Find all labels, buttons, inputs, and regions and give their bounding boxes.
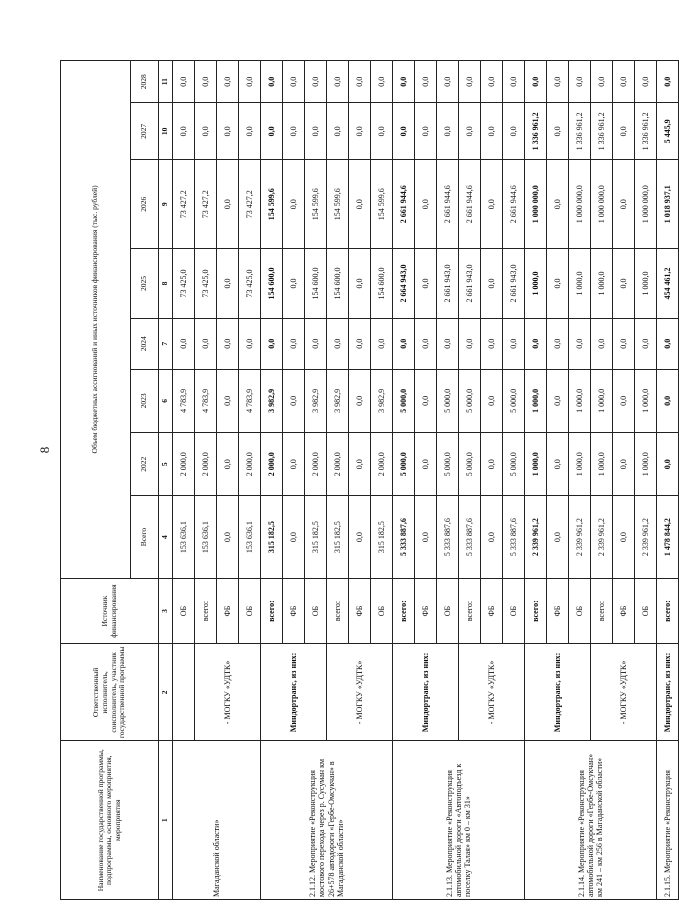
source-cell: ФБ — [481, 578, 503, 644]
amount-cell: 0,0 — [547, 318, 569, 369]
amount-cell: 2 339 961,2 — [591, 496, 613, 578]
amount-cell: 0,0 — [415, 369, 437, 432]
table-body — [173, 61, 679, 900]
source-cell: ФБ — [349, 578, 371, 644]
source-cell: ФБ — [283, 578, 305, 644]
amount-cell: 0,0 — [613, 496, 635, 578]
source-cell: всего: — [591, 578, 613, 644]
header-program-name: Наименование государственной программы, подпрограммы, основного мероприятия, мероприятия — [61, 741, 159, 900]
amount-cell: 5 333 887,6 — [459, 496, 481, 578]
header-column-number: 3 — [159, 578, 173, 644]
amount-cell: 2 339 961,2 — [525, 496, 547, 578]
source-cell: всего: — [195, 578, 217, 644]
amount-cell: 315 182,5 — [305, 496, 327, 578]
amount-cell: 5 000,0 — [459, 433, 481, 496]
amount-cell: 1 000,0 — [525, 369, 547, 432]
amount-cell: 0,0 — [217, 103, 239, 160]
amount-cell: 0,0 — [635, 318, 657, 369]
amount-cell: 73 427,2 — [239, 160, 261, 249]
amount-cell: 73 425,0 — [173, 249, 195, 319]
amount-cell: 5 000,0 — [503, 433, 525, 496]
amount-cell: 1 000 000,0 — [525, 160, 547, 249]
source-cell: ОБ — [371, 578, 393, 644]
header-column-number: 1 — [159, 741, 173, 900]
amount-cell: 154 600,0 — [371, 249, 393, 319]
amount-cell: 0,0 — [415, 496, 437, 578]
amount-cell: 1 336 961,2 — [525, 103, 547, 160]
responsible-cell: - МОГКУ «УДТК» — [459, 644, 525, 741]
amount-cell: 1 000,0 — [591, 249, 613, 319]
source-cell: всего: — [525, 578, 547, 644]
amount-cell: 0,0 — [525, 318, 547, 369]
amount-cell: 2 339 961,2 — [635, 496, 657, 578]
amount-cell: 1 000 000,0 — [591, 160, 613, 249]
amount-cell: 315 182,5 — [327, 496, 349, 578]
amount-cell: 2 661 943,0 — [503, 249, 525, 319]
amount-cell: 0,0 — [437, 318, 459, 369]
amount-cell: 0,0 — [437, 103, 459, 160]
amount-cell: 0,0 — [613, 249, 635, 319]
amount-cell: 0,0 — [217, 496, 239, 578]
header-year: 2026 — [131, 160, 159, 249]
amount-cell: 0,0 — [393, 61, 415, 103]
amount-cell: 0,0 — [481, 160, 503, 249]
amount-cell: 0,0 — [261, 61, 283, 103]
header-year: 2023 — [131, 369, 159, 432]
table-row — [261, 61, 283, 900]
table-row — [525, 61, 547, 900]
amount-cell: 2 661 944,6 — [459, 160, 481, 249]
amount-cell: 0,0 — [635, 61, 657, 103]
amount-cell: 0,0 — [261, 318, 283, 369]
amount-cell: 5 333 887,6 — [437, 496, 459, 578]
program-name-cell: 2.1.12. Мероприятие «Реконструкция мостового перехода через р. Сусуман км 26+578 автодороги «Гербе-Омсукчан» в Магаданской области» — [261, 741, 393, 900]
amount-cell: 0,0 — [261, 103, 283, 160]
amount-cell: 2 000,0 — [195, 433, 217, 496]
amount-cell: 5 000,0 — [437, 433, 459, 496]
amount-cell: 0,0 — [305, 103, 327, 160]
amount-cell: 0,0 — [371, 103, 393, 160]
table-row — [173, 61, 195, 900]
program-name-cell: 2.1.15. Мероприятие «Реконструкция — [657, 741, 679, 900]
responsible-cell: Миндортранс, из них: — [393, 644, 459, 741]
amount-cell: 0,0 — [657, 318, 679, 369]
program-name-cell: 2.1.13. Мероприятие «Реконструкция автомобильной дороги «Автоподъезд к поселку Талая» км 0 – км 31» — [393, 741, 525, 900]
amount-cell: 73 427,2 — [173, 160, 195, 249]
responsible-cell: - МОГКУ «УДТК» — [327, 644, 393, 741]
amount-cell: 0,0 — [393, 318, 415, 369]
amount-cell: 73 427,2 — [195, 160, 217, 249]
header-year: 2024 — [131, 318, 159, 369]
amount-cell: 5 000,0 — [459, 369, 481, 432]
rotated-table-container — [60, 60, 672, 900]
amount-cell: 153 636,1 — [173, 496, 195, 578]
amount-cell: 0,0 — [305, 61, 327, 103]
amount-cell: 5 333 887,6 — [503, 496, 525, 578]
header-year: 2022 — [131, 433, 159, 496]
amount-cell: 0,0 — [503, 318, 525, 369]
amount-cell: 0,0 — [327, 61, 349, 103]
amount-cell: 0,0 — [327, 103, 349, 160]
header-column-number: 11 — [159, 61, 173, 103]
amount-cell: 0,0 — [613, 61, 635, 103]
amount-cell: 4 783,9 — [173, 369, 195, 432]
amount-cell: 154 599,6 — [327, 160, 349, 249]
amount-cell: 2 661 943,0 — [437, 249, 459, 319]
amount-cell: 0,0 — [239, 103, 261, 160]
amount-cell: 1 000,0 — [525, 249, 547, 319]
amount-cell: 0,0 — [481, 369, 503, 432]
source-cell: ФБ — [547, 578, 569, 644]
amount-cell: 0,0 — [217, 249, 239, 319]
amount-cell: 0,0 — [217, 160, 239, 249]
amount-cell: 5 445,9 — [657, 103, 679, 160]
amount-cell: 0,0 — [283, 249, 305, 319]
program-name-cell: 2.1.14. Мероприятие «Реконструкция автомобильной дороги «Гербе-Омсукчан» км 241 – км 256 в Магаданской области» — [525, 741, 657, 900]
amount-cell: 2 664 943,0 — [393, 249, 415, 319]
amount-cell: 4 783,9 — [195, 369, 217, 432]
amount-cell: 0,0 — [371, 318, 393, 369]
amount-cell: 0,0 — [437, 61, 459, 103]
source-cell: всего: — [657, 578, 679, 644]
responsible-cell: Миндортранс, из них: — [261, 644, 327, 741]
amount-cell: 0,0 — [547, 103, 569, 160]
amount-cell: 0,0 — [591, 61, 613, 103]
amount-cell: 0,0 — [481, 433, 503, 496]
amount-cell: 1 000,0 — [635, 249, 657, 319]
header-column-number: 8 — [159, 249, 173, 319]
amount-cell: 0,0 — [173, 318, 195, 369]
header-column-number: 9 — [159, 160, 173, 249]
amount-cell: 3 982,9 — [261, 369, 283, 432]
amount-cell: 1 336 961,2 — [635, 103, 657, 160]
source-cell: всего: — [327, 578, 349, 644]
amount-cell: 5 000,0 — [503, 369, 525, 432]
amount-cell: 0,0 — [415, 433, 437, 496]
amount-cell: 2 000,0 — [371, 433, 393, 496]
amount-cell: 0,0 — [349, 369, 371, 432]
amount-cell: 154 599,6 — [305, 160, 327, 249]
amount-cell: 1 000,0 — [569, 369, 591, 432]
program-name-cell: Магаданской области» — [173, 741, 261, 900]
amount-cell: 0,0 — [613, 103, 635, 160]
amount-cell: 0,0 — [195, 61, 217, 103]
amount-cell: 0,0 — [349, 318, 371, 369]
source-cell: ОБ — [503, 578, 525, 644]
amount-cell: 154 600,0 — [261, 249, 283, 319]
amount-cell: 1 000,0 — [635, 433, 657, 496]
amount-cell: 0,0 — [415, 318, 437, 369]
header-year: 2028 — [131, 61, 159, 103]
amount-cell: 5 333 887,6 — [393, 496, 415, 578]
header-index-row — [159, 61, 173, 900]
amount-cell: 0,0 — [547, 369, 569, 432]
table-row — [393, 61, 415, 900]
amount-cell: 0,0 — [349, 61, 371, 103]
amount-cell: 2 000,0 — [239, 433, 261, 496]
amount-cell: 0,0 — [173, 103, 195, 160]
amount-cell: 0,0 — [613, 433, 635, 496]
responsible-cell: - МОГКУ «УДТК» — [591, 644, 657, 741]
amount-cell: 0,0 — [481, 61, 503, 103]
amount-cell: 0,0 — [481, 496, 503, 578]
responsible-cell: - МОГКУ «УДТК» — [195, 644, 261, 741]
amount-cell: 0,0 — [415, 103, 437, 160]
amount-cell: 0,0 — [239, 61, 261, 103]
header-column-number: 10 — [159, 103, 173, 160]
amount-cell: 1 000,0 — [525, 433, 547, 496]
amount-cell: 1 000,0 — [569, 249, 591, 319]
amount-cell: 0,0 — [327, 318, 349, 369]
amount-cell: 0,0 — [415, 249, 437, 319]
amount-cell: 0,0 — [547, 249, 569, 319]
source-cell: ФБ — [613, 578, 635, 644]
amount-cell: 1 018 937,1 — [657, 160, 679, 249]
amount-cell: 0,0 — [569, 318, 591, 369]
amount-cell: 0,0 — [569, 61, 591, 103]
header-source: Источник финансирования — [61, 578, 159, 644]
amount-cell: 0,0 — [283, 496, 305, 578]
amount-cell: 0,0 — [283, 433, 305, 496]
amount-cell: 0,0 — [283, 318, 305, 369]
amount-cell: 0,0 — [613, 160, 635, 249]
responsible-cell: Миндортранс, из них: — [657, 644, 679, 741]
amount-cell: 0,0 — [503, 103, 525, 160]
amount-cell: 0,0 — [371, 61, 393, 103]
amount-cell: 0,0 — [525, 61, 547, 103]
page-number: 8 — [37, 446, 52, 454]
header-year: Всего — [131, 496, 159, 578]
amount-cell: 1 000,0 — [635, 369, 657, 432]
amount-cell: 1 000 000,0 — [635, 160, 657, 249]
amount-cell: 0,0 — [349, 103, 371, 160]
source-cell: всего: — [261, 578, 283, 644]
amount-cell: 0,0 — [415, 160, 437, 249]
header-column-number: 4 — [159, 496, 173, 578]
amount-cell: 5 000,0 — [393, 369, 415, 432]
header-column-number: 2 — [159, 644, 173, 741]
header-responsible: Ответственный исполнитель, соисполнитель, участник государственной программы — [61, 644, 159, 741]
amount-cell: 315 182,5 — [261, 496, 283, 578]
amount-cell: 2 661 944,6 — [393, 160, 415, 249]
amount-cell: 1 336 961,2 — [569, 103, 591, 160]
amount-cell: 0,0 — [657, 369, 679, 432]
amount-cell: 0,0 — [349, 433, 371, 496]
amount-cell: 0,0 — [283, 61, 305, 103]
amount-cell: 0,0 — [591, 318, 613, 369]
amount-cell: 2 000,0 — [327, 433, 349, 496]
funding-table — [60, 60, 679, 900]
header-year: 2025 — [131, 249, 159, 319]
amount-cell: 1 000 000,0 — [569, 160, 591, 249]
source-cell: ОБ — [569, 578, 591, 644]
amount-cell: 0,0 — [547, 160, 569, 249]
amount-cell: 0,0 — [481, 318, 503, 369]
amount-cell: 2 661 943,0 — [459, 249, 481, 319]
amount-cell: 3 982,9 — [305, 369, 327, 432]
amount-cell: 0,0 — [217, 369, 239, 432]
amount-cell: 0,0 — [173, 61, 195, 103]
amount-cell: 73 425,0 — [239, 249, 261, 319]
amount-cell: 5 000,0 — [437, 369, 459, 432]
amount-cell: 154 599,6 — [371, 160, 393, 249]
source-cell: всего: — [393, 578, 415, 644]
source-cell: всего: — [459, 578, 481, 644]
amount-cell: 1 478 844,2 — [657, 496, 679, 578]
source-cell: ОБ — [437, 578, 459, 644]
amount-cell: 0,0 — [613, 318, 635, 369]
amount-cell: 0,0 — [657, 61, 679, 103]
amount-cell: 1 336 961,2 — [591, 103, 613, 160]
amount-cell: 0,0 — [283, 103, 305, 160]
source-cell: ФБ — [217, 578, 239, 644]
amount-cell: 2 661 944,6 — [503, 160, 525, 249]
amount-cell: 0,0 — [283, 160, 305, 249]
amount-cell: 0,0 — [503, 61, 525, 103]
amount-cell: 153 636,1 — [195, 496, 217, 578]
amount-cell: 0,0 — [217, 61, 239, 103]
amount-cell: 5 000,0 — [393, 433, 415, 496]
amount-cell: 3 982,9 — [327, 369, 349, 432]
amount-cell: 154 600,0 — [327, 249, 349, 319]
amount-cell: 2 000,0 — [173, 433, 195, 496]
source-cell: ФБ — [415, 578, 437, 644]
table-row — [657, 61, 679, 900]
amount-cell: 73 425,0 — [195, 249, 217, 319]
amount-cell: 2 339 961,2 — [569, 496, 591, 578]
source-cell: ОБ — [635, 578, 657, 644]
amount-cell: 0,0 — [459, 318, 481, 369]
amount-cell: 0,0 — [415, 61, 437, 103]
amount-cell: 154 600,0 — [305, 249, 327, 319]
source-cell: ОБ — [239, 578, 261, 644]
amount-cell: 2 661 944,6 — [437, 160, 459, 249]
amount-cell: 0,0 — [657, 433, 679, 496]
amount-cell: 1 000,0 — [569, 433, 591, 496]
amount-cell: 0,0 — [349, 496, 371, 578]
amount-cell: 4 783,9 — [239, 369, 261, 432]
header-year: 2027 — [131, 103, 159, 160]
amount-cell: 0,0 — [349, 249, 371, 319]
amount-cell: 0,0 — [393, 103, 415, 160]
header-column-number: 5 — [159, 433, 173, 496]
header-funding-group: Объем бюджетных ассигнований и иных источников финансирования (тыс. рублей) — [61, 61, 131, 579]
amount-cell: 0,0 — [613, 369, 635, 432]
amount-cell: 454 461,2 — [657, 249, 679, 319]
amount-cell: 0,0 — [195, 318, 217, 369]
amount-cell: 153 636,1 — [239, 496, 261, 578]
amount-cell: 0,0 — [217, 318, 239, 369]
amount-cell: 315 182,5 — [371, 496, 393, 578]
amount-cell: 0,0 — [481, 249, 503, 319]
source-cell: ОБ — [173, 578, 195, 644]
amount-cell: 0,0 — [481, 103, 503, 160]
amount-cell: 1 000,0 — [591, 433, 613, 496]
amount-cell: 0,0 — [349, 160, 371, 249]
responsible-cell: Миндортранс, из них: — [525, 644, 591, 741]
amount-cell: 0,0 — [459, 103, 481, 160]
amount-cell: 154 599,6 — [261, 160, 283, 249]
amount-cell: 0,0 — [547, 433, 569, 496]
amount-cell: 2 000,0 — [305, 433, 327, 496]
amount-cell: 0,0 — [217, 433, 239, 496]
amount-cell: 2 000,0 — [261, 433, 283, 496]
amount-cell: 0,0 — [547, 496, 569, 578]
amount-cell: 0,0 — [459, 61, 481, 103]
amount-cell: 0,0 — [195, 103, 217, 160]
header-column-number: 7 — [159, 318, 173, 369]
responsible-cell — [173, 644, 195, 741]
amount-cell: 0,0 — [305, 318, 327, 369]
amount-cell: 3 982,9 — [371, 369, 393, 432]
amount-cell: 0,0 — [547, 61, 569, 103]
amount-cell: 0,0 — [239, 318, 261, 369]
source-cell: ОБ — [305, 578, 327, 644]
amount-cell: 1 000,0 — [591, 369, 613, 432]
amount-cell: 0,0 — [283, 369, 305, 432]
header-column-number: 6 — [159, 369, 173, 432]
